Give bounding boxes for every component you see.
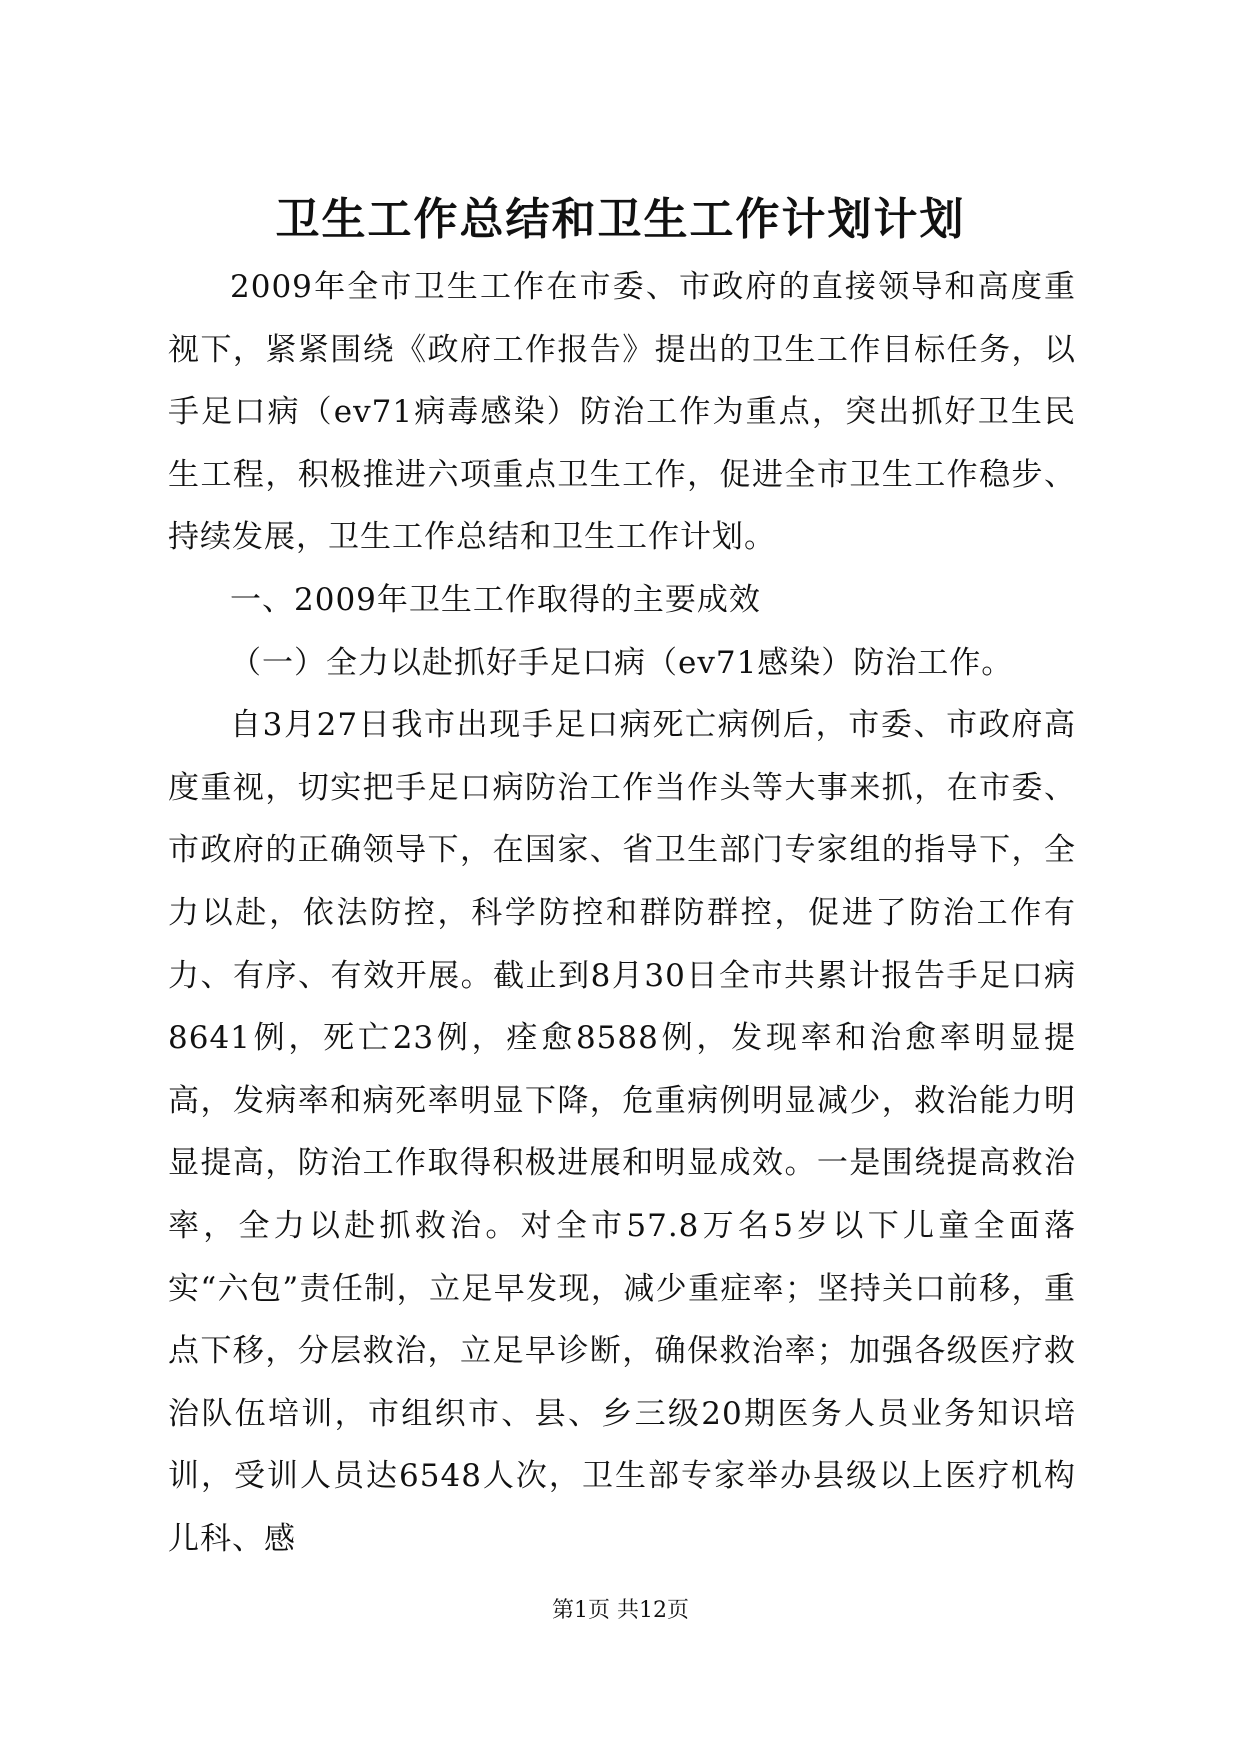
page-footer: 第1页 共12页 bbox=[552, 1598, 689, 1623]
subsection-heading-hfmd: （一）全力以赴抓好手足口病（ev71感染）防治工作。 bbox=[230, 644, 1014, 681]
document-body bbox=[168, 256, 1076, 1570]
document-title: 卫生工作总结和卫生工作计划计划 bbox=[275, 194, 966, 245]
paragraph-intro: 2009年全市卫生工作在市委、市政府的直接领导和高度重视下，紧紧围绕《政府工作报告》提出的卫生工作目标任务，以手足口病（ev71病毒感染）防治工作为重点，突出抓好卫生民生工程，积极推进六项重点卫生工作，促进全市卫生工作稳步、持续发展，卫生工作总结和卫生工作计划。 bbox=[168, 269, 1076, 556]
section-heading-achievements: 一、2009年卫生工作取得的主要成效 bbox=[230, 581, 761, 618]
paragraph-hfmd-details: 自3月27日我市出现手足口病死亡病例后，市委、市政府高度重视，切实把手足口病防治工作当作头等大事来抓，在市委、市政府的正确领导下，在国家、省卫生部门专家组的指导下，全力以赴，依法防控，科学防控和群防群控，促进了防治工作有力、有序、有效开展。截止到8月30日全市共累计报告手足口病8641例，死亡23例，痊愈8588例，发现率和治愈率明显提高，发病率和病死率明显下降，危重病例明显减少，救治能力明显提高，防治工作取得积极进展和明显成效。一是围绕提高救治率，全力以赴抓救治。对全市57.8万名5岁以下儿童全面落实“六包”责任制，立足早发现，减少重症率；坚持关口前移，重点下移，分层救治，立足早诊断，确保救治率；加强各级医疗救治队伍培训，市组织市、县、乡三级20期医务人员业务知识培训，受训人员达6548人次，卫生部专家举办县级以上医疗机构儿科、感 bbox=[168, 707, 1076, 1557]
